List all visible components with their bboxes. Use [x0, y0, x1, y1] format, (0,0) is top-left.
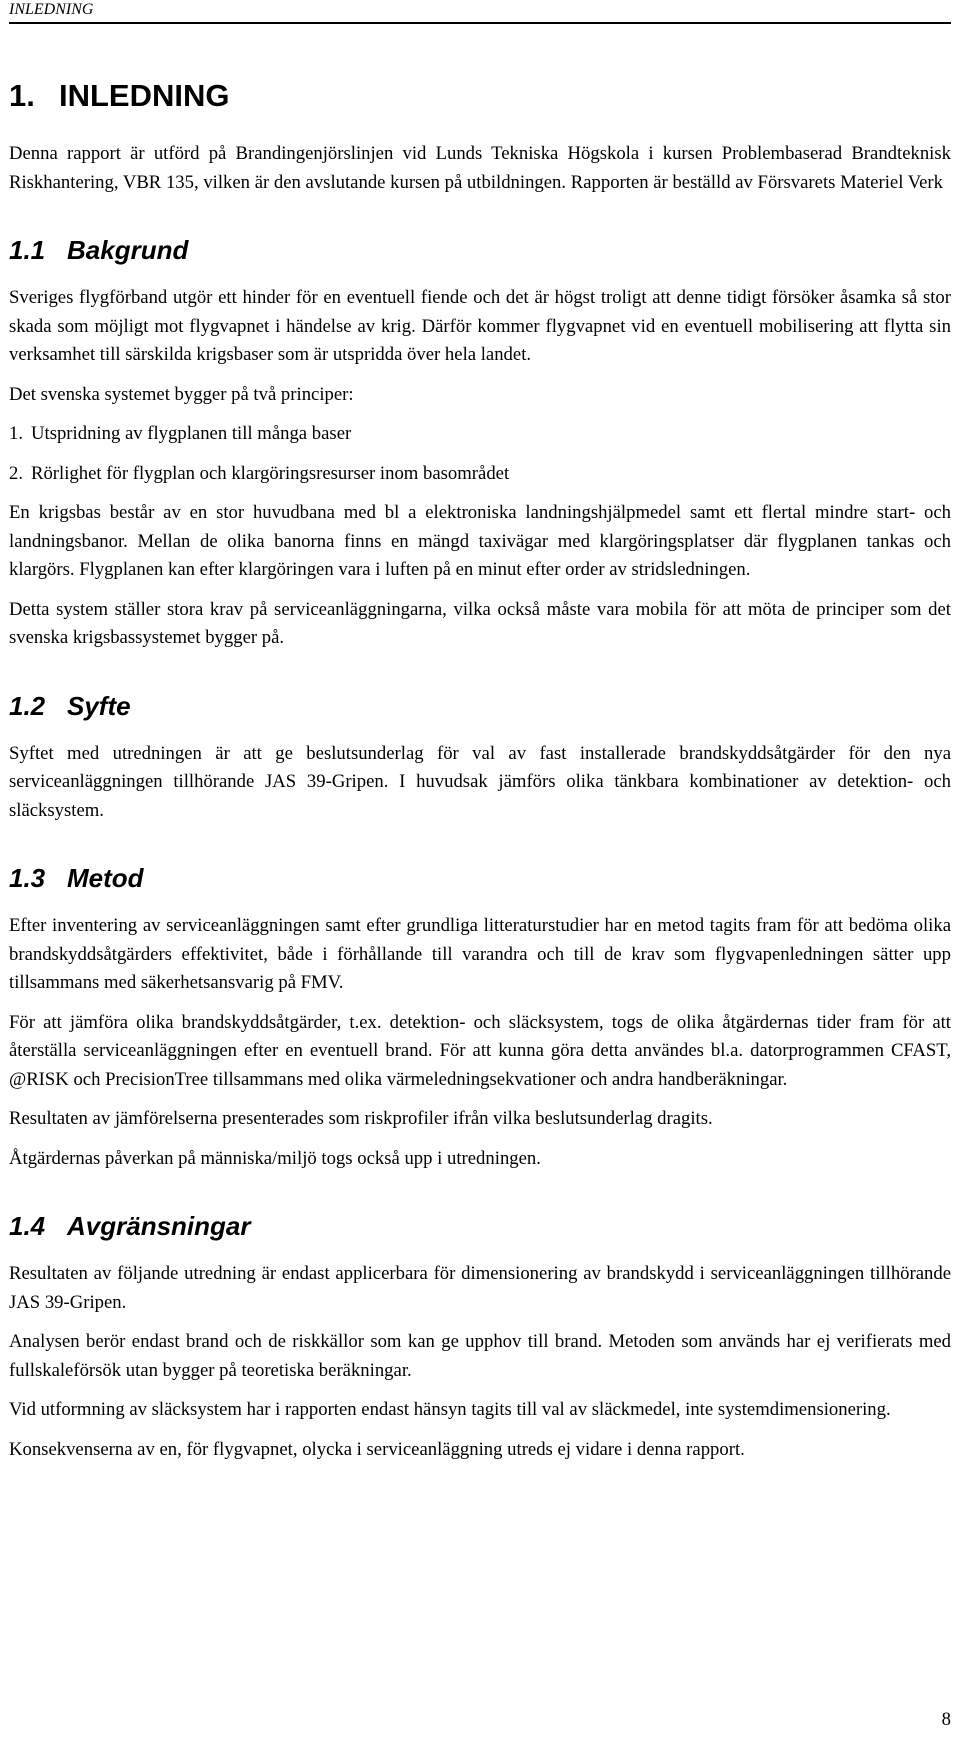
paragraph: Analysen berör endast brand och de riskkällor som kan ge upphov till brand. Metoden som används har ej verifierats med fullskaleförsök utan bygger på teoretiska beräkningar. — [9, 1331, 951, 1381]
paragraph: Resultaten av jämförelserna presenterades som riskprofiler ifrån vilka beslutsunderlag dragits. — [9, 1108, 713, 1129]
list-item-number: 1. — [9, 423, 24, 444]
list-item-number: 2. — [9, 462, 24, 484]
running-title: INLEDNING — [9, 1, 94, 18]
chapter-number: 1. — [9, 78, 35, 113]
list-item — [9, 460, 951, 489]
list-item-text: Utspridning av flygplanen till många baser — [31, 423, 352, 444]
paragraph: Åtgärdernas påverkan på människa/miljö togs också upp i utredningen. — [9, 1147, 541, 1169]
section-heading-bakgrund — [9, 234, 951, 266]
section-number: 1.2 — [9, 690, 46, 721]
section-title: Syfte — [67, 690, 131, 721]
page-number: 8 — [941, 1709, 951, 1730]
page-content — [9, 78, 951, 1475]
intro-paragraph: Denna rapport är utförd på Brandingenjörslinjen vid Lunds Tekniska Högskola i kursen Problembaserad Brandteknisk Riskhantering, VBR 135, vilken är den avslutande kursen på utbildningen. Rapporten är beställd av Försvarets Materiel Verk — [9, 143, 951, 193]
paragraph: En krigsbas består av en stor huvudbana med bl a elektroniska landningshjälpmedel samt ett flertal mindre start- och landningsbanor. Mellan de olika banorna finns en mängd taxivägar med klargöringsplatser där flygplanen tankas och klargörs. Flygplanen kan efter klargöringen vara i luften på en minut efter order av stridsledningen. — [9, 502, 951, 580]
section-heading-metod — [9, 862, 951, 894]
running-header — [9, 0, 951, 24]
section-title: Bakgrund — [67, 235, 189, 265]
section-heading-syfte — [9, 690, 951, 722]
paragraph: För att jämföra olika brandskyddsåtgärder, t.ex. detektion- och släcksystem, togs de olika åtgärdernas tider fram för att återställa serviceanläggningen efter en eventuell brand. För att kunna göra detta användes bl.a. datorprogrammen CFAST, @RISK och PrecisionTree tillsammans med olika värmeledningsekvationer och andra handberäkningar. — [9, 1011, 951, 1090]
section-number: 1.4 — [9, 1211, 46, 1241]
list-item — [9, 420, 951, 449]
paragraph: Detta system ställer stora krav på serviceanläggningarna, vilka också måste vara mobila för att möta de principer som det svenska krigsbassystemet bygger på. — [9, 598, 951, 648]
section-number: 1.1 — [9, 235, 46, 265]
paragraph: Syftet med utredningen är att ge beslutsunderlag för val av fast installerade brandskyddsåtgärder för den nya serviceanläggningen tillhörande JAS 39-Gripen. I huvudsak jämförs olika tänkbara kombinationer av detektion- och släcksystem. — [9, 742, 951, 821]
section-number: 1.3 — [9, 863, 46, 893]
paragraph: Resultaten av följande utredning är endast applicerbara för dimensionering av brandskydd i serviceanläggningen tillhörande JAS 39-Gripen. — [9, 1263, 951, 1313]
list-item-text: Rörlighet för flygplan och klargöringsresurser inom basområdet — [31, 462, 510, 484]
paragraph: Vid utformning av släcksystem har i rapporten endast hänsyn tagits till val av släckmedel, inte systemdimensionering. — [9, 1399, 891, 1420]
paragraph: Konsekvenserna av en, för flygvapnet, olycka i serviceanläggning utreds ej vidare i denna rapport. — [9, 1438, 745, 1460]
section-title: Metod — [67, 863, 144, 893]
paragraph: Efter inventering av serviceanläggningen samt efter grundliga litteraturstudier har en metod tagits fram för att bedöma olika brandskyddsåtgärders effektivitet, både i förhållande till varandra och till de krav som flygvapenledningen sätter upp tillsammans med säkerhetsansvarig på FMV. — [9, 915, 951, 993]
chapter-heading — [9, 78, 951, 114]
section-heading-avgransningar — [9, 1210, 951, 1242]
chapter-title: INLEDNING — [59, 78, 230, 113]
paragraph: Sveriges flygförband utgör ett hinder för en eventuell fiende och det är högst troligt att denne tidigt försöker åsamka så stor skada som möjligt mot flygvapnet i händelse av krig. Därför kommer flygvapnet vid en eventuell mobilisering att flytta sin verksamhet till särskilda krigsbaser som är utspridda över hela landet. — [9, 287, 951, 365]
paragraph: Det svenska systemet bygger på två principer: — [9, 383, 354, 405]
section-title: Avgränsningar — [67, 1211, 251, 1241]
